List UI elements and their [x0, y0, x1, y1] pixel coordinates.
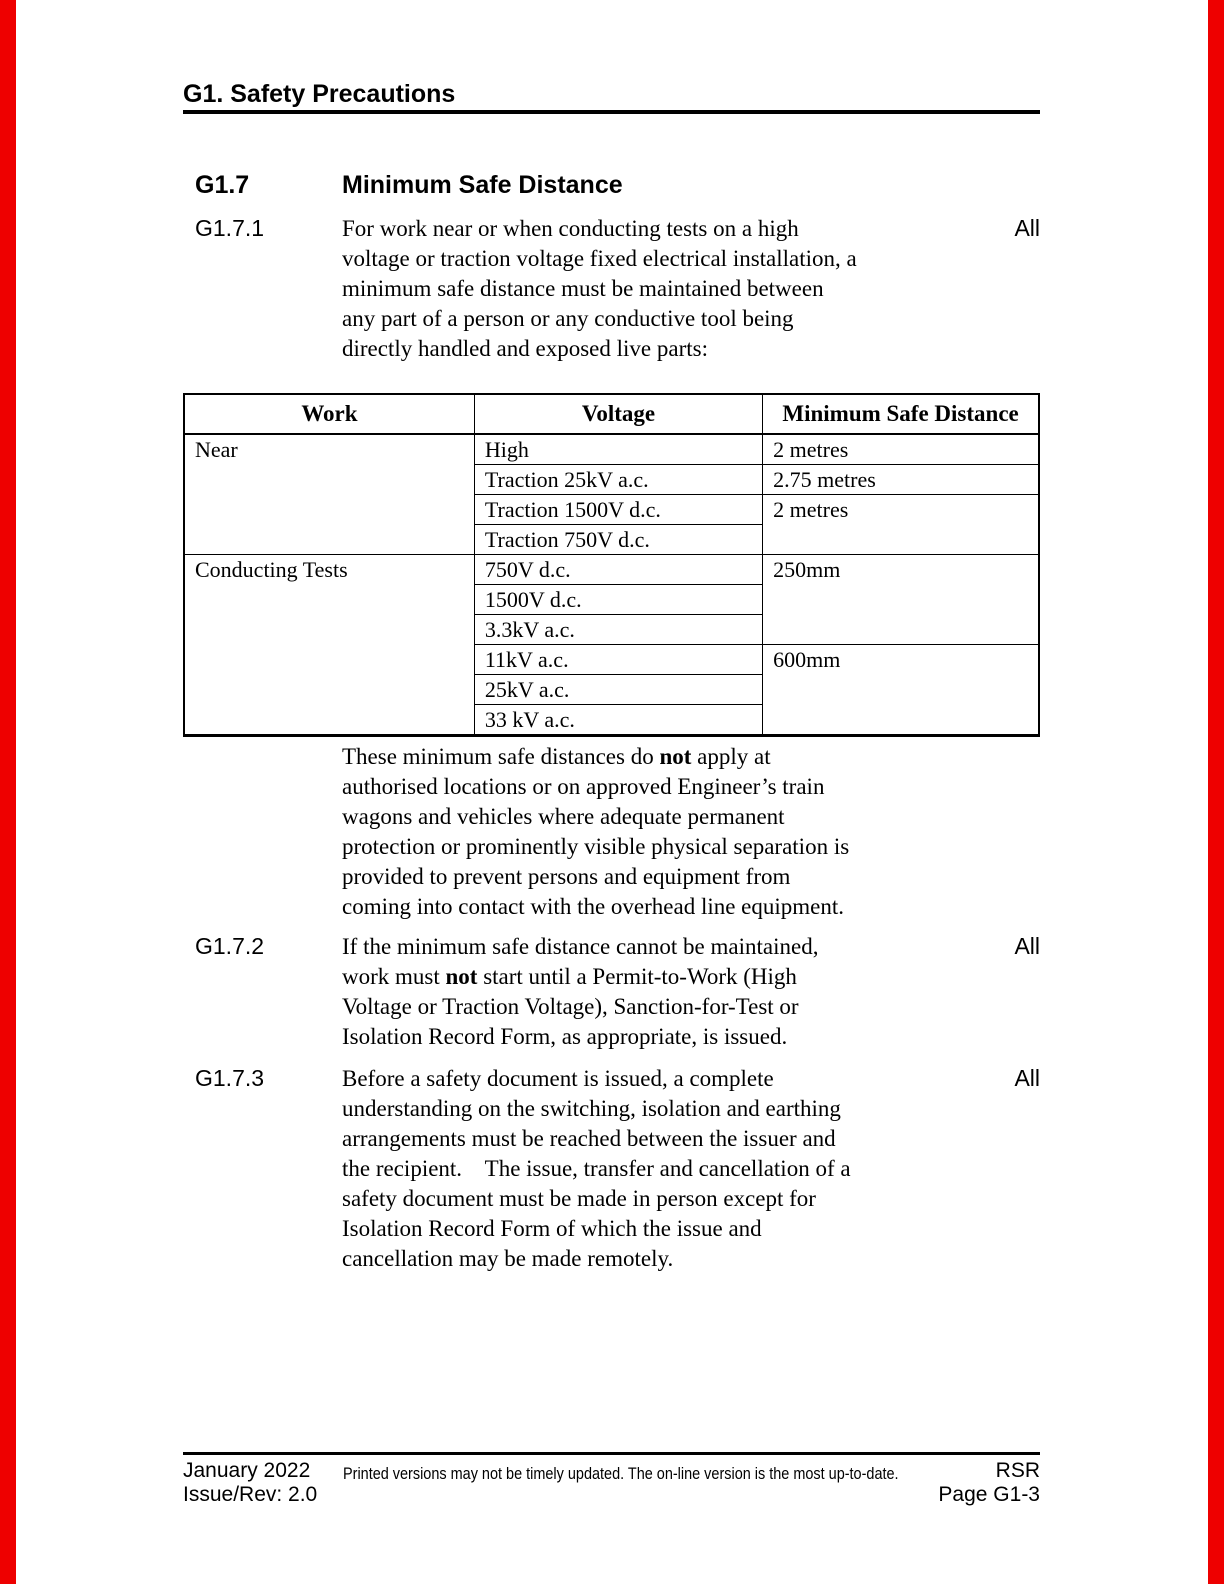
safe-distance-table — [183, 393, 1040, 737]
voltage-cell: 25kV a.c. — [474, 675, 762, 705]
clause-g172 — [183, 932, 1040, 1052]
distance-cell: 250mm — [763, 555, 1039, 645]
applicability-badge: All — [1014, 1065, 1040, 1091]
voltage-cell: Traction 750V d.c. — [474, 525, 762, 555]
footer-issue-rev: Issue/Rev: 2.0 — [183, 1483, 318, 1506]
left-red-edge-bar — [0, 0, 16, 1584]
body-line: authorised locations or on approved Engineer’s train — [342, 774, 825, 799]
line-segment: These minimum safe distances do — [342, 744, 660, 769]
work-cell-near: Near — [184, 434, 474, 555]
body-line: If the minimum safe distance cannot be maintained, — [342, 934, 819, 959]
distance-cell: 600mm — [763, 645, 1039, 736]
body-line — [342, 962, 1040, 992]
footer-page-number: Page G1-3 — [938, 1483, 1040, 1506]
table-header-row — [184, 394, 1039, 434]
post-table-paragraph — [183, 742, 1040, 922]
footer-left — [183, 1459, 317, 1507]
clause-g171 — [183, 214, 1040, 364]
clause-number: G1.7.3 — [195, 1065, 265, 1091]
section-title: Minimum Safe Distance — [342, 171, 623, 199]
body-line: coming into contact with the overhead line equipment. — [342, 894, 845, 919]
col-header-voltage: Voltage — [474, 394, 762, 434]
body-line: protection or prominently visible physical separation is — [342, 834, 850, 859]
footer-right — [938, 1459, 1040, 1507]
paragraph-body — [342, 742, 1040, 922]
body-line: For work near or when conducting tests on a high — [342, 216, 799, 241]
bold-segment: not — [659, 744, 692, 769]
body-line: Before a safety document is issued, a complete — [342, 1066, 774, 1091]
body-line: provided to prevent persons and equipment from — [342, 864, 791, 889]
voltage-cell: Traction 1500V d.c. — [474, 495, 762, 525]
page-header — [183, 80, 1040, 114]
body-line: arrangements must be reached between the issuer and — [342, 1126, 836, 1151]
clause-g173 — [183, 1064, 1040, 1274]
body-line: safety document must be made in person except for — [342, 1186, 816, 1211]
distance-cell: 2.75 metres — [763, 465, 1039, 495]
body-line: Voltage or Traction Voltage), Sanction-for-Test or — [342, 994, 799, 1019]
title-underline — [183, 110, 1040, 114]
voltage-cell: High — [474, 434, 762, 465]
voltage-cell: 33 kV a.c. — [474, 705, 762, 736]
table-row — [184, 434, 1039, 465]
col-header-work: Work — [184, 394, 474, 434]
work-cell-conducting-tests: Conducting Tests — [184, 555, 474, 736]
applicability-badge: All — [1014, 215, 1040, 241]
body-line: any part of a person or any conductive tool being — [342, 306, 794, 331]
body-line: Isolation Record Form, as appropriate, is issued. — [342, 1024, 788, 1049]
line-segment: apply at — [691, 744, 771, 769]
bold-segment: not — [445, 964, 478, 989]
distance-cell: 2 metres — [763, 495, 1039, 555]
body-line: understanding on the switching, isolation and earthing — [342, 1096, 841, 1121]
voltage-cell: 3.3kV a.c. — [474, 615, 762, 645]
col-header-distance: Minimum Safe Distance — [763, 394, 1039, 434]
applicability-badge: All — [1014, 933, 1040, 959]
body-line: the recipient. The issue, transfer and cancellation of a — [342, 1156, 851, 1181]
body-line: wagons and vehicles where adequate permanent — [342, 804, 785, 829]
body-line: minimum safe distance must be maintained between — [342, 276, 824, 301]
footer-doc-code: RSR — [995, 1459, 1040, 1482]
clause-body — [342, 214, 1040, 364]
line-segment: start until a Permit-to-Work (High — [477, 964, 797, 989]
voltage-cell: Traction 25kV a.c. — [474, 465, 762, 495]
table-row — [184, 555, 1039, 585]
section-number: G1.7 — [195, 171, 250, 199]
page-title: G1. Safety Precautions — [183, 80, 456, 108]
body-line — [342, 742, 1040, 772]
line-segment: work must — [342, 964, 446, 989]
footer-notice: Printed versions may not be timely updated. The on-line version is the most up-to-date. — [343, 1464, 899, 1483]
voltage-cell: 750V d.c. — [474, 555, 762, 585]
clause-body — [342, 1064, 1040, 1274]
voltage-cell: 1500V d.c. — [474, 585, 762, 615]
body-line: voltage or traction voltage fixed electrical installation, a — [342, 246, 857, 271]
section-heading — [183, 170, 1040, 200]
body-line: cancellation may be made remotely. — [342, 1246, 674, 1271]
clause-number: G1.7.2 — [195, 933, 265, 959]
right-red-edge-bar — [1208, 0, 1224, 1584]
footer-rule — [183, 1452, 1040, 1455]
distance-cell: 2 metres — [763, 434, 1039, 465]
clause-number: G1.7.1 — [195, 215, 265, 241]
voltage-cell: 11kV a.c. — [474, 645, 762, 675]
clause-body — [342, 932, 1040, 1052]
footer-date: January 2022 — [183, 1459, 311, 1482]
body-line: directly handled and exposed live parts: — [342, 336, 708, 361]
body-line: Isolation Record Form of which the issue and — [342, 1216, 762, 1241]
